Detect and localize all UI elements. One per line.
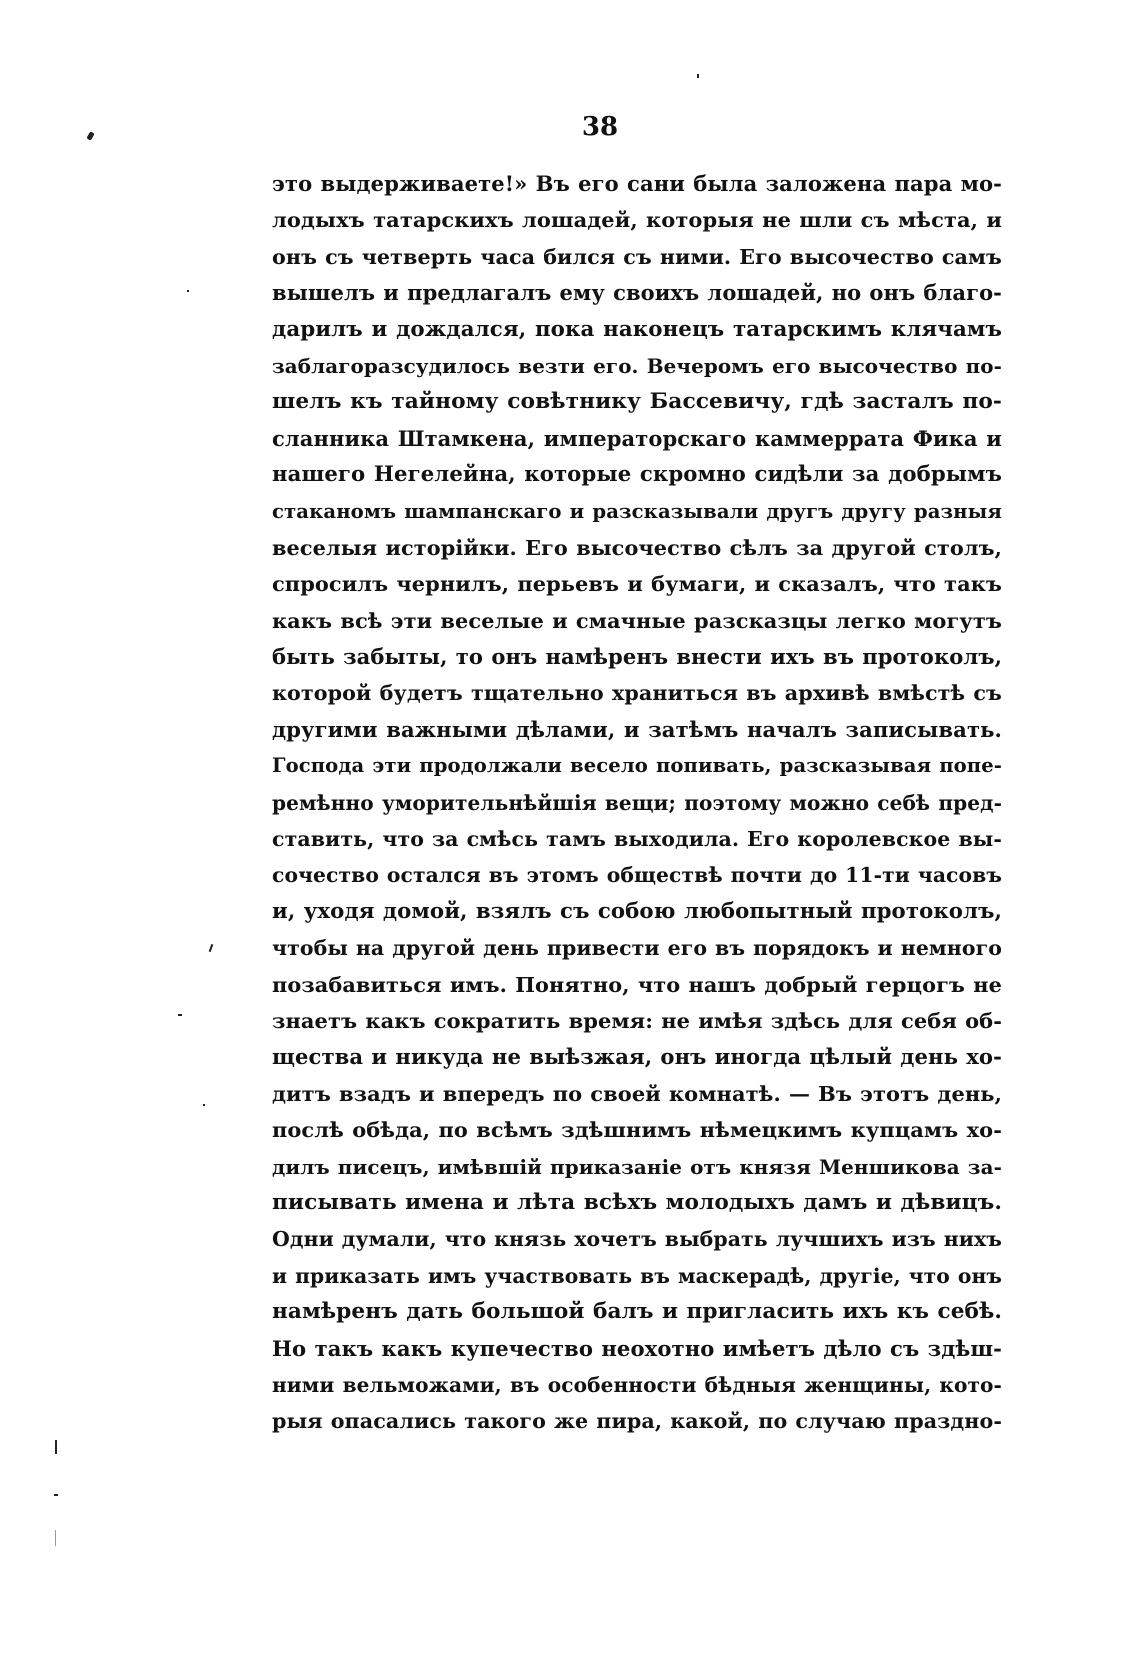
text-line: заблагоразсудилось везти его. Вечеромъ его высочество по- [272, 353, 1002, 378]
text-line: Но такъ какъ купечество неохотно имѣетъ дѣло съ здѣш- [272, 1335, 1002, 1361]
body-text [272, 166, 1002, 1440]
text-line: рыя опасались такого же пира, какой, по случаю праздно- [272, 1409, 1002, 1434]
text-line: ставить, что за смѣсь тамъ выходила. Его королевское вы- [272, 827, 1002, 852]
scan-speck [178, 1014, 182, 1016]
text-line: и, уходя домой, взялъ съ собою любопытный протоколъ, [272, 898, 1002, 924]
text-line: чтобы на другой день привести его въ порядокъ и немного [272, 936, 1002, 961]
text-line: послѣ обѣда, по всѣмъ здѣшнимъ нѣмецкимъ купцамъ хо- [272, 1117, 1002, 1143]
page-number: 38 [581, 112, 619, 142]
text-line: другими важными дѣлами, и затѣмъ началъ записывать. [272, 716, 1002, 742]
scan-speck [54, 1494, 58, 1496]
text-line: веселыя исторійки. Его высочество сѣлъ за другой столъ, [272, 534, 1002, 560]
scan-speck [203, 1104, 205, 1106]
text-line: вышелъ и предлагалъ ему своихъ лошадей, но онъ благо- [272, 280, 1002, 306]
scan-speck [55, 1530, 56, 1546]
text-line: писывать имена и лѣта всѣхъ молодыхъ дамъ и дѣвицъ. [272, 1189, 1002, 1215]
text-line: сланника Штамкена, императорскаго каммеррата Фика и [272, 425, 1002, 451]
text-line: нашего Негелейна, которые скромно сидѣли за добрымъ [272, 462, 1002, 488]
text-line: спросилъ чернилъ, перьевъ и бумаги, и сказалъ, что такъ [272, 571, 1002, 597]
scan-speck [55, 1440, 57, 1454]
text-line: и приказать имъ участвовать въ маскерадѣ, другіе, что онъ [272, 1263, 1002, 1288]
text-line: шелъ къ тайному совѣтнику Бассевичу, гдѣ засталъ по- [272, 389, 1002, 415]
text-line: какъ всѣ эти веселые и смачные разсказцы легко могутъ [272, 607, 1002, 633]
text-line: онъ съ четверть часа бился съ ними. Его высочество самъ [272, 244, 1002, 269]
text-line: лодыхъ татарскихъ лошадей, которыя не шли съ мѣста, и [272, 207, 1002, 233]
text-line: это выдерживаете!» Въ его сани была заложена пара мо- [272, 171, 1002, 196]
text-line: знаетъ какъ сократить время: не имѣя здѣсь для себя об- [272, 1007, 1002, 1033]
text-line: стаканомъ шампанскаго и разсказывали другъ другу разныя [272, 499, 1002, 523]
text-line: намѣренъ дать большой балъ и пригласить ихъ къ себѣ. [272, 1299, 1002, 1325]
scan-speck [697, 74, 699, 78]
text-line: ними вельможами, въ особенности бѣдныя женщины, кото- [272, 1372, 1002, 1397]
text-line: которой будетъ тщательно храниться въ архивѣ вмѣстѣ съ [272, 681, 1002, 706]
text-line: ремѣнно уморительнѣйшія вещи; поэтому можно себѣ пред- [272, 790, 1002, 815]
text-line: Одни думали, что князь хочетъ выбрать лучшихъ изъ нихъ [272, 1227, 1002, 1252]
text-line: быть забыты, то онъ намѣренъ внести ихъ въ протоколъ, [272, 644, 1002, 670]
text-line: дарилъ и дождался, пока наконецъ татарскимъ клячамъ [272, 316, 1002, 342]
text-line: дитъ взадъ и впередъ по своей комнатѣ. — Въ этотъ день, [272, 1080, 1002, 1106]
text-line: Господа эти продолжали весело попивать, разсказывая попе- [272, 754, 1002, 778]
scan-speck [209, 944, 214, 952]
scan-speck [187, 290, 189, 292]
text-line: позабавиться имъ. Понятно, что нашъ добрый герцогъ не [272, 971, 1002, 997]
text-line: дилъ писецъ, имѣвшій приказаніе отъ князя Меншикова за- [272, 1154, 1002, 1179]
text-line: щества и никуда не выѣзжая, онъ иногда цѣлый день хо- [272, 1044, 1002, 1070]
text-line: сочество остался въ этомъ обществѣ почти до 11-ти часовъ [272, 863, 1002, 888]
